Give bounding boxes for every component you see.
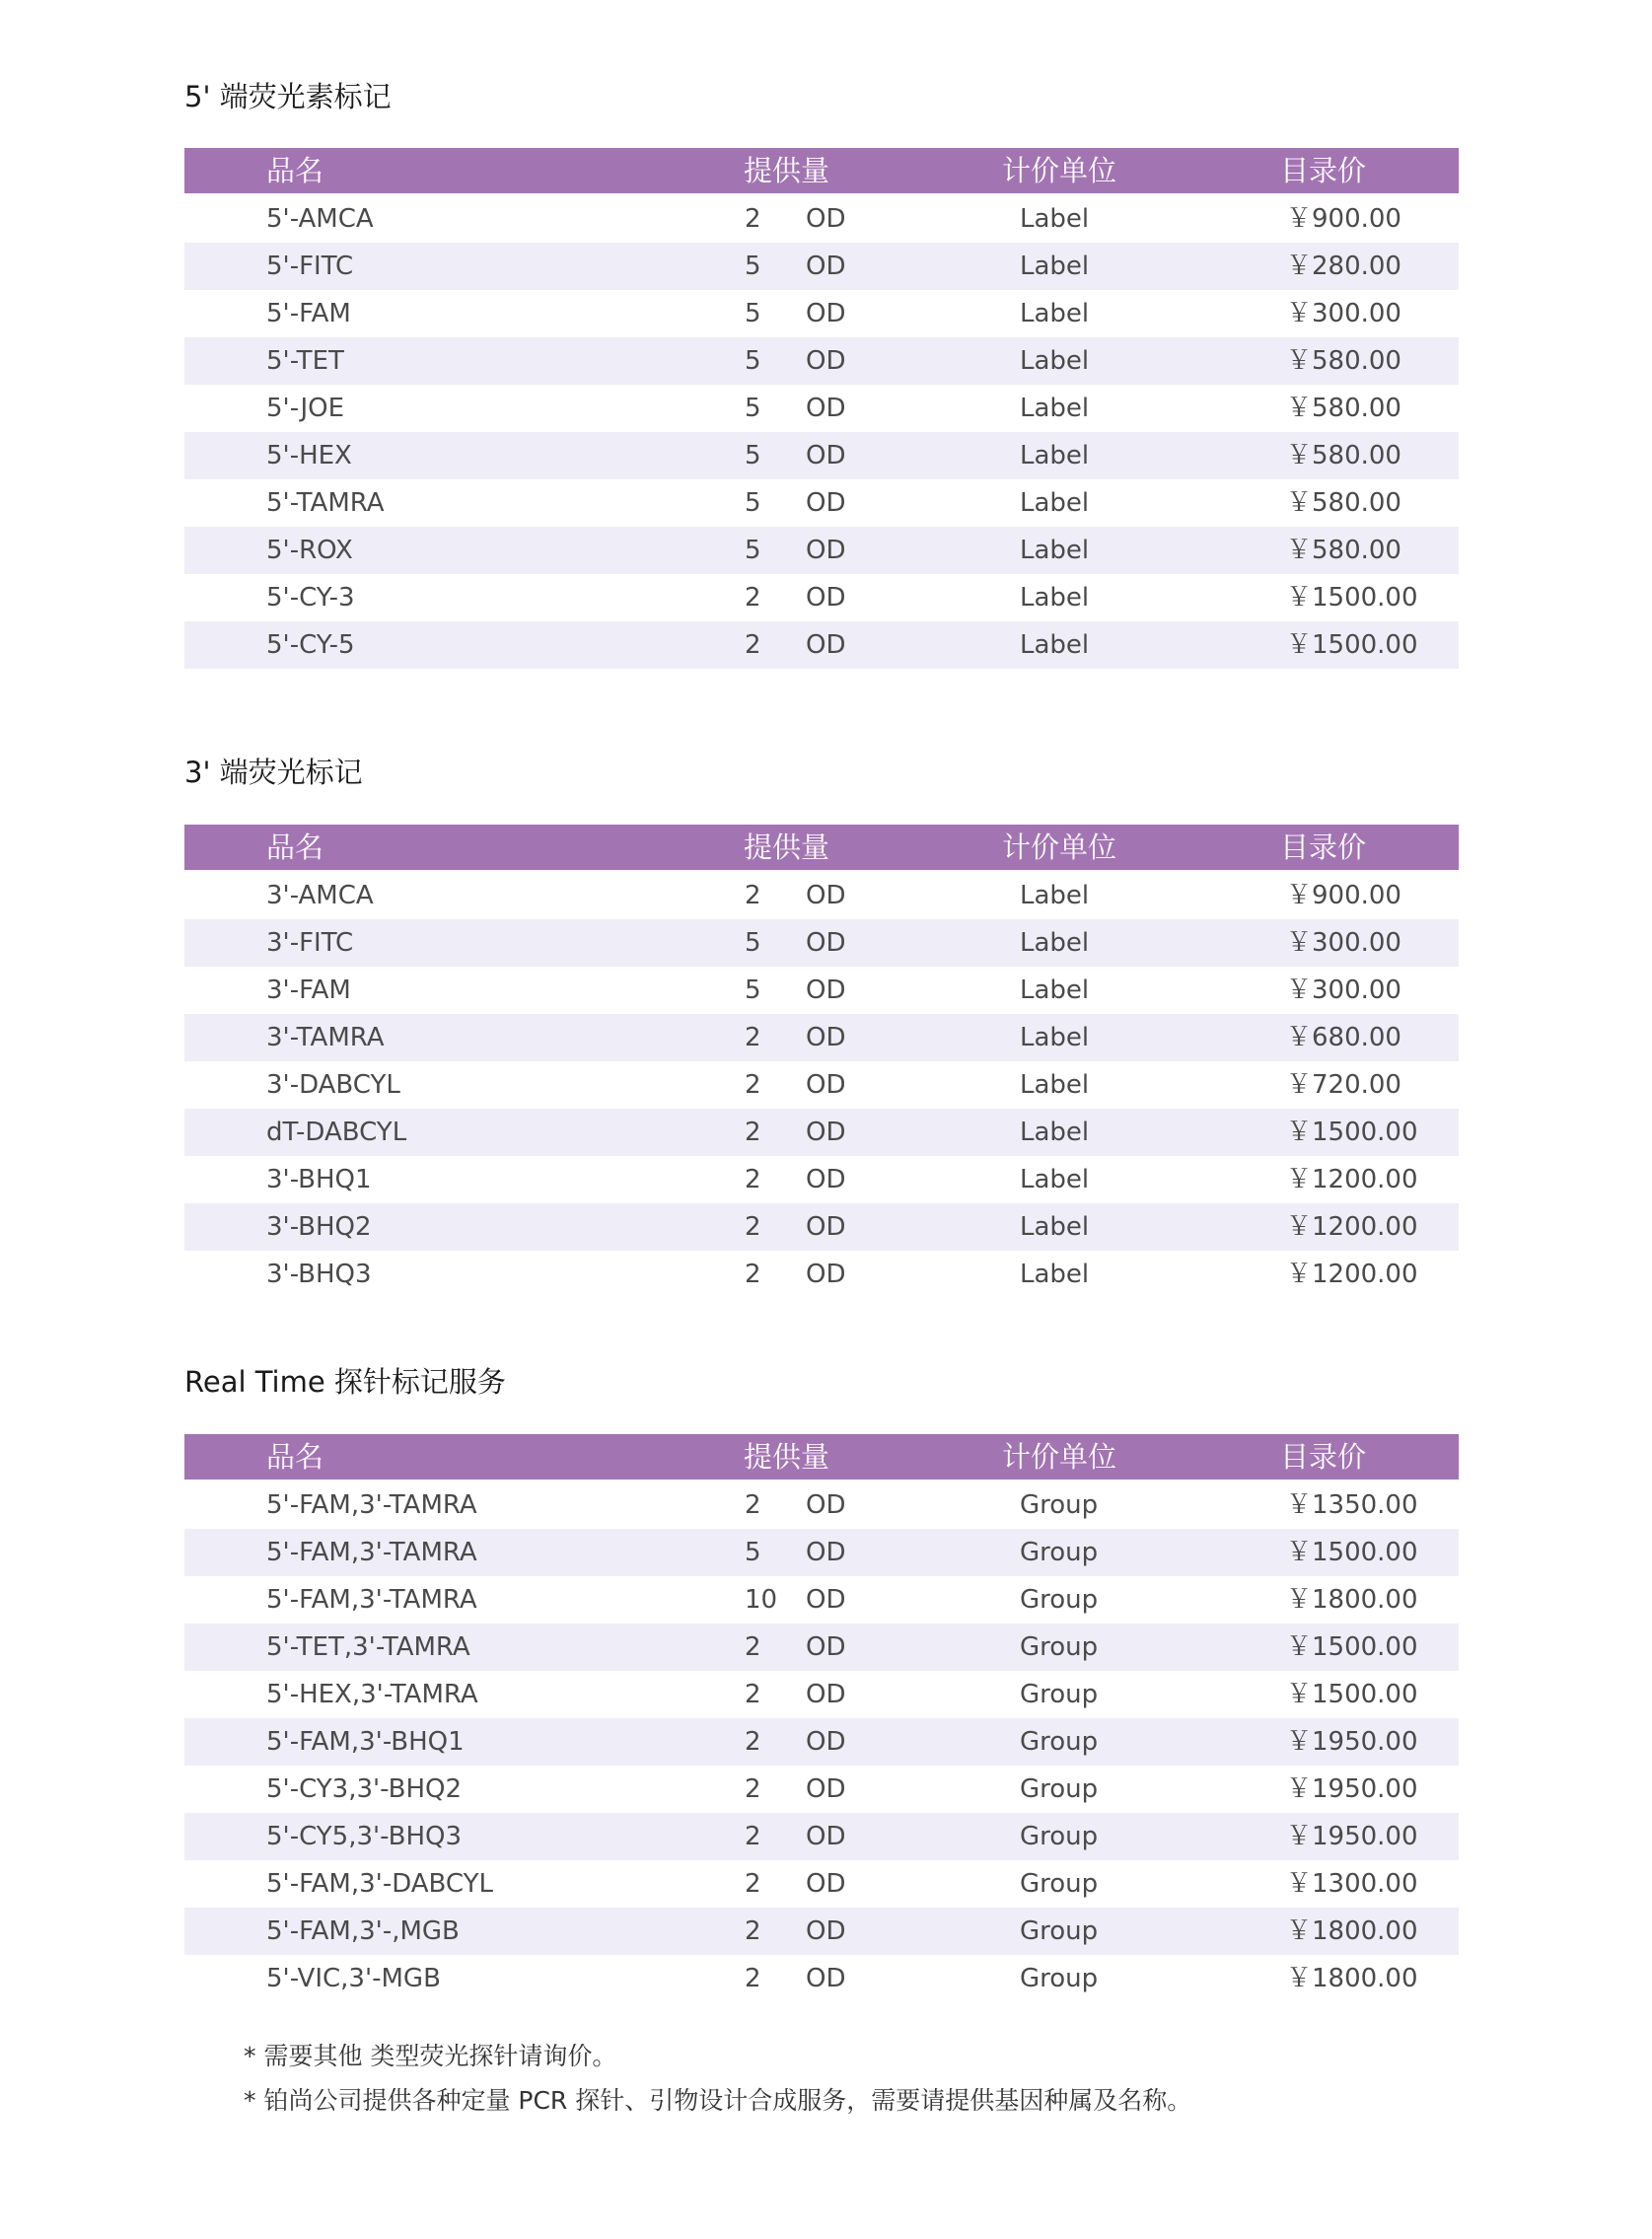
cell-unit: Label <box>1020 1260 1090 1289</box>
cell-unit: Group <box>1020 1774 1099 1804</box>
cell-qty: 2 <box>745 1070 761 1100</box>
header-name: 品名 <box>266 831 324 864</box>
cell-od: OD <box>806 488 846 518</box>
cell-od: OD <box>806 1964 846 1993</box>
cell-qty: 5 <box>745 441 761 470</box>
cell-name: 3'-BHQ2 <box>266 1212 372 1242</box>
cell-qty: 2 <box>745 1632 761 1662</box>
header-unit: 计价单位 <box>1002 1440 1117 1474</box>
cell-qty: 5 <box>745 928 761 958</box>
cell-price: ￥1500.00 <box>1286 1118 1418 1147</box>
cell-name: 5'-AMCA <box>266 204 374 234</box>
cell-name: 5'-FAM,3'-TAMRA <box>266 1490 477 1520</box>
cell-qty: 2 <box>745 630 761 660</box>
cell-name: 5'-FITC <box>266 252 354 281</box>
cell-price: ￥580.00 <box>1286 394 1401 423</box>
cell-price: ￥680.00 <box>1286 1023 1401 1052</box>
cell-price: ￥1350.00 <box>1286 1490 1418 1520</box>
header-name: 品名 <box>266 1440 324 1474</box>
cell-unit: Label <box>1020 881 1090 910</box>
section-title: 3' 端荧光标记 <box>184 756 363 789</box>
cell-qty: 10 <box>745 1585 778 1615</box>
cell-od: OD <box>806 975 846 1005</box>
cell-name: 5'-FAM <box>266 299 351 328</box>
cell-unit: Label <box>1020 252 1090 281</box>
footnote: * 需要其他 类型荧光探针请询价。 <box>244 2042 617 2070</box>
cell-qty: 2 <box>745 1822 761 1851</box>
cell-name: 3'-FITC <box>266 928 354 958</box>
cell-name: 3'-BHQ3 <box>266 1260 372 1289</box>
cell-qty: 2 <box>745 1680 761 1709</box>
cell-od: OD <box>806 299 846 328</box>
cell-price: ￥580.00 <box>1286 488 1401 518</box>
cell-qty: 5 <box>745 975 761 1005</box>
cell-unit: Label <box>1020 441 1090 470</box>
cell-od: OD <box>806 1260 846 1289</box>
section-3prime <box>184 750 1459 1289</box>
cell-unit: Group <box>1020 1822 1099 1851</box>
cell-qty: 5 <box>745 394 761 423</box>
cell-unit: Label <box>1020 488 1090 518</box>
cell-name: 5'-FAM,3'-BHQ1 <box>266 1727 465 1757</box>
cell-unit: Group <box>1020 1680 1099 1709</box>
cell-name: 5'-VIC,3'-MGB <box>266 1964 441 1993</box>
footnotes <box>244 2034 1191 2123</box>
cell-od: OD <box>806 394 846 423</box>
cell-price: ￥300.00 <box>1286 928 1401 958</box>
cell-name: dT-DABCYL <box>266 1118 407 1147</box>
footnote: * 铂尚公司提供各种定量 PCR 探针、引物设计合成服务，需要请提供基因种属及名称。 <box>244 2086 1192 2115</box>
cell-qty: 2 <box>745 881 761 910</box>
header-price: 目录价 <box>1280 154 1367 187</box>
section-realtime <box>184 1359 1459 1993</box>
cell-name: 5'-TET,3'-TAMRA <box>266 1632 470 1662</box>
cell-od: OD <box>806 1212 846 1242</box>
cell-unit: Label <box>1020 394 1090 423</box>
cell-od: OD <box>806 1822 846 1851</box>
cell-qty: 2 <box>745 1023 761 1052</box>
cell-od: OD <box>806 1727 846 1757</box>
cell-price: ￥1800.00 <box>1286 1916 1418 1946</box>
cell-od: OD <box>806 583 846 613</box>
cell-qty: 2 <box>745 1212 761 1242</box>
cell-name: 5'-CY3,3'-BHQ2 <box>266 1774 462 1804</box>
cell-unit: Group <box>1020 1632 1099 1662</box>
table-body <box>184 1481 1459 2002</box>
table-header <box>184 825 1459 870</box>
cell-price: ￥1950.00 <box>1286 1727 1418 1757</box>
cell-price: ￥1500.00 <box>1286 1632 1418 1662</box>
cell-unit: Group <box>1020 1585 1099 1615</box>
table-header <box>184 148 1459 193</box>
header-price: 目录价 <box>1280 1440 1367 1474</box>
cell-od: OD <box>806 1490 846 1520</box>
header-qty: 提供量 <box>744 831 830 864</box>
header-name: 品名 <box>266 154 324 187</box>
cell-unit: Label <box>1020 1023 1090 1052</box>
cell-name: 5'-JOE <box>266 394 345 423</box>
cell-qty: 2 <box>745 204 761 234</box>
cell-price: ￥1950.00 <box>1286 1822 1418 1851</box>
cell-qty: 2 <box>745 1964 761 1993</box>
cell-price: ￥1800.00 <box>1286 1585 1418 1615</box>
table-header <box>184 1434 1459 1480</box>
cell-od: OD <box>806 1869 846 1899</box>
cell-od: OD <box>806 1165 846 1194</box>
cell-od: OD <box>806 252 846 281</box>
cell-od: OD <box>806 1538 846 1567</box>
cell-price: ￥1200.00 <box>1286 1260 1418 1289</box>
cell-od: OD <box>806 1585 846 1615</box>
cell-price: ￥580.00 <box>1286 346 1401 376</box>
cell-unit: Label <box>1020 536 1090 565</box>
cell-name: 5'-ROX <box>266 536 353 565</box>
cell-unit: Group <box>1020 1490 1099 1520</box>
cell-unit: Label <box>1020 204 1090 234</box>
section-title: 5' 端荧光素标记 <box>184 80 392 113</box>
cell-price: ￥1500.00 <box>1286 630 1418 660</box>
cell-price: ￥580.00 <box>1286 441 1401 470</box>
cell-qty: 2 <box>745 1774 761 1804</box>
cell-price: ￥1800.00 <box>1286 1964 1418 1993</box>
cell-od: OD <box>806 881 846 910</box>
cell-unit: Label <box>1020 975 1090 1005</box>
cell-name: 5'-HEX <box>266 441 352 470</box>
cell-od: OD <box>806 204 846 234</box>
cell-qty: 2 <box>745 1869 761 1899</box>
section-5prime <box>184 74 1459 660</box>
cell-price: ￥580.00 <box>1286 536 1401 565</box>
cell-od: OD <box>806 1070 846 1100</box>
cell-name: 5'-FAM,3'-TAMRA <box>266 1538 477 1567</box>
section-title: Real Time 探针标记服务 <box>184 1365 506 1399</box>
cell-unit: Group <box>1020 1916 1099 1946</box>
header-qty: 提供量 <box>744 1440 830 1474</box>
cell-qty: 5 <box>745 536 761 565</box>
cell-price: ￥1300.00 <box>1286 1869 1418 1899</box>
cell-qty: 2 <box>745 583 761 613</box>
cell-unit: Label <box>1020 1212 1090 1242</box>
header-price: 目录价 <box>1280 831 1367 864</box>
header-unit: 计价单位 <box>1002 831 1117 864</box>
cell-qty: 2 <box>745 1727 761 1757</box>
cell-name: 5'-TET <box>266 346 344 376</box>
cell-qty: 2 <box>745 1490 761 1520</box>
cell-qty: 5 <box>745 488 761 518</box>
cell-od: OD <box>806 630 846 660</box>
cell-price: ￥280.00 <box>1286 252 1401 281</box>
cell-qty: 2 <box>745 1165 761 1194</box>
cell-name: 5'-CY-5 <box>266 630 355 660</box>
cell-price: ￥1200.00 <box>1286 1212 1418 1242</box>
cell-name: 5'-FAM,3'-TAMRA <box>266 1585 477 1615</box>
cell-price: ￥1500.00 <box>1286 583 1418 613</box>
cell-unit: Label <box>1020 299 1090 328</box>
cell-od: OD <box>806 346 846 376</box>
cell-unit: Group <box>1020 1538 1099 1567</box>
cell-od: OD <box>806 1632 846 1662</box>
cell-price: ￥1500.00 <box>1286 1538 1418 1567</box>
cell-unit: Label <box>1020 1118 1090 1147</box>
cell-unit: Group <box>1020 1727 1099 1757</box>
cell-od: OD <box>806 441 846 470</box>
cell-od: OD <box>806 1916 846 1946</box>
cell-qty: 5 <box>745 1538 761 1567</box>
cell-price: ￥900.00 <box>1286 204 1401 234</box>
cell-od: OD <box>806 1774 846 1804</box>
cell-qty: 5 <box>745 252 761 281</box>
cell-price: ￥900.00 <box>1286 881 1401 910</box>
cell-price: ￥1950.00 <box>1286 1774 1418 1804</box>
cell-name: 5'-HEX,3'-TAMRA <box>266 1680 478 1709</box>
header-qty: 提供量 <box>744 154 830 187</box>
cell-price: ￥300.00 <box>1286 975 1401 1005</box>
cell-unit: Group <box>1020 1964 1099 1993</box>
cell-name: 3'-BHQ1 <box>266 1165 372 1194</box>
cell-name: 5'-TAMRA <box>266 488 385 518</box>
cell-od: OD <box>806 1680 846 1709</box>
cell-unit: Label <box>1020 1165 1090 1194</box>
cell-name: 5'-FAM,3'-,MGB <box>266 1916 460 1946</box>
cell-price: ￥720.00 <box>1286 1070 1401 1100</box>
table-body <box>184 872 1459 1298</box>
cell-od: OD <box>806 1118 846 1147</box>
cell-unit: Label <box>1020 346 1090 376</box>
cell-name: 5'-CY5,3'-BHQ3 <box>266 1822 462 1851</box>
cell-unit: Group <box>1020 1869 1099 1899</box>
cell-name: 3'-FAM <box>266 975 351 1005</box>
table-body <box>184 195 1459 669</box>
cell-name: 5'-FAM,3'-DABCYL <box>266 1869 493 1899</box>
header-unit: 计价单位 <box>1002 154 1117 187</box>
cell-qty: 2 <box>745 1118 761 1147</box>
cell-unit: Label <box>1020 1070 1090 1100</box>
cell-name: 3'-TAMRA <box>266 1023 385 1052</box>
cell-unit: Label <box>1020 583 1090 613</box>
cell-qty: 2 <box>745 1916 761 1946</box>
cell-name: 5'-CY-3 <box>266 583 355 613</box>
cell-price: ￥1500.00 <box>1286 1680 1418 1709</box>
cell-price: ￥300.00 <box>1286 299 1401 328</box>
cell-qty: 5 <box>745 299 761 328</box>
cell-price: ￥1200.00 <box>1286 1165 1418 1194</box>
cell-name: 3'-AMCA <box>266 881 374 910</box>
cell-od: OD <box>806 928 846 958</box>
cell-unit: Label <box>1020 630 1090 660</box>
cell-qty: 5 <box>745 346 761 376</box>
cell-name: 3'-DABCYL <box>266 1070 400 1100</box>
cell-qty: 2 <box>745 1260 761 1289</box>
cell-od: OD <box>806 1023 846 1052</box>
cell-unit: Label <box>1020 928 1090 958</box>
cell-od: OD <box>806 536 846 565</box>
